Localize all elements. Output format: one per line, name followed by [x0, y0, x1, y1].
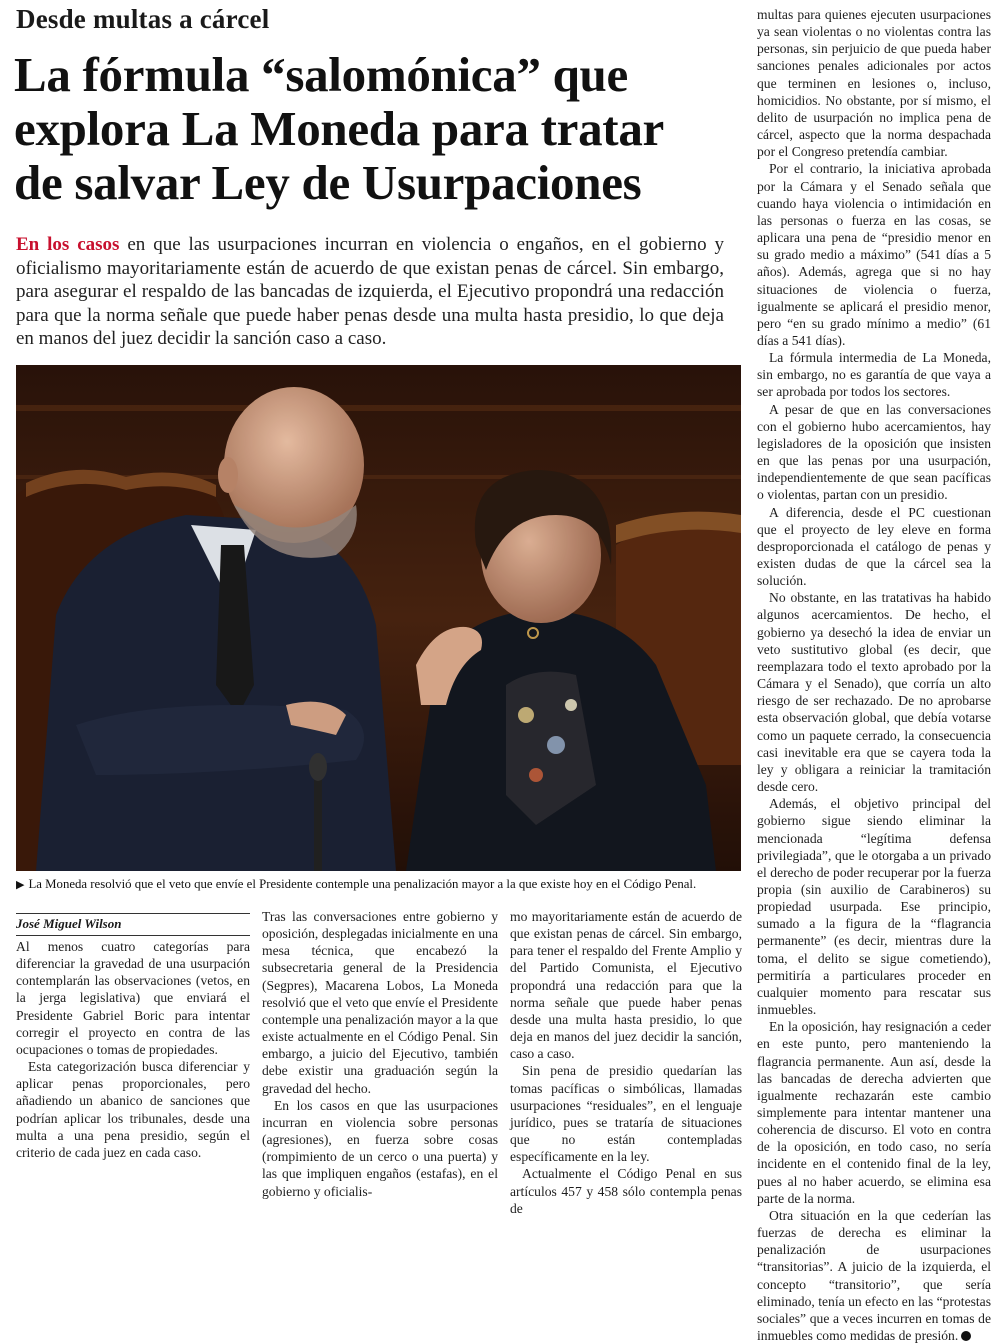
body-column-1 — [16, 938, 250, 1161]
article-photo — [16, 365, 741, 871]
paragraph: A pesar de que en las conversaciones con el gobierno hubo acercamientos, hay legisladores de la oposición que insisten en que las penas por una usurpación, independientemente de que sean pacíficas o violentas, partan con un presidio. — [757, 401, 991, 503]
end-of-article-icon — [961, 1331, 971, 1341]
caption-triangle-icon: ▶ — [16, 879, 25, 891]
paragraph: Actualmente el Código Penal en sus artículos 457 y 458 sólo contempla penas de — [510, 1166, 742, 1216]
paragraph: Sin pena de presidio quedarían las tomas pacíficas o simbólicas, llamadas usurpaciones “residuales”, en el lenguaje jurídico, pues se trataría de situaciones que no están contempladas específicamente en la ley. — [510, 1063, 742, 1165]
photo-illustration — [16, 365, 741, 871]
paragraph: Al menos cuatro categorías para diferenciar la gravedad de una usurpación contemplarán las observaciones (vetos, en la jerga legislativa) que enviará el Presidente Gabriel Boric para intentar corregir el proyecto en contra de las ocupaciones o tomas de propiedades. — [16, 939, 250, 1057]
headline-line: explora La Moneda para tratar — [14, 101, 664, 156]
paragraph: En la oposición, hay resignación a ceder en este punto, pero manteniendo la flagrancia permanente. Aun así, desde la las bancadas de derecha advierten que igualmente rechazarán este cambio simplemente para intentar mantener una coherencia de discurso. El voto en contra de la oposición, en todo caso, no sería incidente en el contenido final de la ley, pues al no haber acuerdo, se elimina esa parte de la norma. — [757, 1019, 991, 1206]
headline-line: de salvar Ley de Usurpaciones — [14, 155, 642, 210]
lede-text: en que las usurpaciones incurran en violencia o engaños, en el gobierno y oficialismo mayoritariamente están de acuerdo de que existan penas de cárcel. Sin embargo, para asegurar el respaldo de las bancadas de izquierda, el Ejecutivo propondrá una redacción para que la norma señale que puede haber penas desde una multa hasta presidio, lo que deja en manos del juez decidir la sanción caso a caso. — [16, 234, 724, 350]
lede — [16, 233, 724, 351]
headline-line: La fórmula “salomónica” que — [14, 47, 628, 102]
headline — [14, 48, 744, 210]
last-paragraph — [757, 1207, 991, 1344]
paragraph: Además, el objetivo principal del gobierno sigue siendo eliminar la mencionada “legítima defensa privilegiada”, que le otorgaba a un privado el derecho de poder recuperar por la fuerza propia (sin auxilio de Carabineros) su propiedad usurpada. Ese principio, sumado a la figura de la “flagrancia permanente” (es decir, mientras dure la toma, el delito se sigue cometiendo), permitiría a particulares proceder en cualquier momento para rescatar sus inmuebles. — [757, 796, 991, 1018]
kicker: Desde multas a cárcel — [16, 4, 270, 34]
byline: José Miguel Wilson — [16, 913, 250, 936]
paragraph: No obstante, en las tratativas ha habido algunos acercamientos. De hecho, el gobierno ya desechó la idea de enviar un veto sustitutivo global (es decir, que reemplazara todo el texto aprobado por la Cámara y el Senado), que corría un alto riesgo de ser rechazado. De no aprobarse esta observación global, que debía votarse como un paquete cerrado, la consecuencia casi inevitable era que se cayera toda la ley y obligara a reiniciar la tramitación desde cero. — [757, 590, 991, 795]
body-column-3 — [510, 908, 742, 1217]
paragraph: multas para quienes ejecuten usurpaciones ya sean violentas o no violentas contra las personas, sin perjuicio de que pueda haber sanciones penales adicionales por actos que terminen en lesiones o, incluso, homicidios. No obstante, por sí mismo, el delito de usurpación no implica pena de cárcel, aspecto que la norma despachada por el Congreso pretendía cambiar. — [757, 7, 991, 160]
paragraph: La fórmula intermedia de La Moneda, sin embargo, no es garantía de que vaya a ser aprobada por todos los sectores. — [757, 350, 991, 400]
photo-caption — [16, 877, 741, 893]
body-column-4 — [757, 6, 991, 1344]
lede-lead: En los casos — [16, 234, 120, 255]
body-column-2 — [262, 908, 498, 1200]
paragraph: Esta categorización busca diferenciar y aplicar penas proporcionales, pero añadiendo un abanico de sanciones que podrían aplicar los tribunales, desde una multa a una pena presidio, según el criterio de cada juez en cada caso. — [16, 1059, 250, 1160]
paragraph: En los casos en que las usurpaciones incurran en violencia sobre personas (agresiones), en fuerza sobre cosas (rompimiento de un cerco o una puerta) y las que impliquen engaños (estafas), en el gobierno y oficialis- — [262, 1097, 498, 1199]
caption-text: La Moneda resolvió que el veto que envíe el Presidente contemple una penalización mayor a la que existe hoy en el Código Penal. — [28, 877, 697, 891]
paragraph: mo mayoritariamente están de acuerdo de que existan penas de cárcel. Sin embargo, para tener el respaldo del Frente Amplio y del Partido Comunista, el Ejecutivo propondrá una redacción para que la norma señale que puede haber penas desde una multa hasta presidio, lo que deja en manos del juez decidir la sanción, caso a caso. — [510, 909, 742, 1062]
paragraph-text: Otra situación en la que cederían las fuerzas de derecha es eliminar la penalización de usurpaciones “transitorias”. A juicio de la izquierda, el concepto “transitorio”, que sería eliminado, tenía un efecto en las “protestas sociales” que a veces incurren en tomas de inmuebles como medidas de presión. — [757, 1207, 991, 1344]
paragraph: A diferencia, desde el PC cuestionan que el proyecto de ley eleve en forma desproporcionada el catálogo de penas y existen dudas de que la cárcel sea la solución. — [757, 504, 991, 589]
paragraph: Por el contrario, la iniciativa aprobada por la Cámara y el Senado señala que cuando haya violencia o intimidación en las personas o fuerza en las cosas, se aplicara una pena de “presidio menor en su grado medio a máximo” (541 días a 5 años). Además, agrega que si no hay situaciones de violencia o fuerza, igualmente se aplicará el presidio menor, pero “en su grado mínimo a medio” (61 días a 541 días). — [757, 161, 991, 348]
paragraph: Tras las conversaciones entre gobierno y oposición, desplegadas inicialmente en una mesa técnica, que encabezó la subsecretaria general de la Presidencia (Segpres), Macarena Lobos, La Moneda resolvió que el veto que envíe el Presidente contemple una penalización mayor a la que existe actualmente en el Código Penal. Sin embargo, a juicio del Ejecutivo, también debe existir una graduación según la gravedad del hecho. — [262, 909, 498, 1096]
